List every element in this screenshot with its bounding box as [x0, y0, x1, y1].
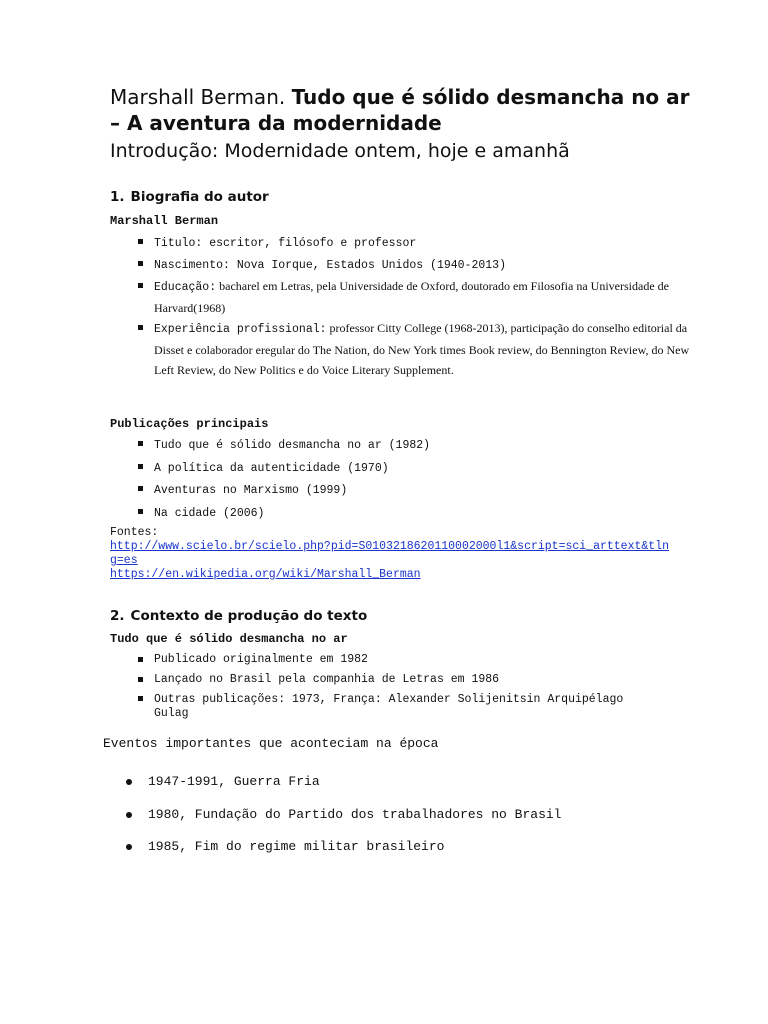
list-item: Nascimento: Nova Iorque, Estados Unidos (1940-2013)	[138, 254, 698, 276]
square-bullet-icon	[138, 677, 143, 682]
list-item: Publicado originalmente em 1982	[138, 650, 698, 670]
list-item: 1980, Fundação do Partido dos trabalhadores no Brasil	[126, 799, 561, 832]
source-link-wikipedia[interactable]: https://en.wikipedia.org/wiki/Marshall_Berman	[110, 568, 421, 581]
list-item: Aventuras no Marxismo (1999)	[138, 479, 698, 502]
square-bullet-icon	[138, 696, 143, 701]
square-bullet-icon	[138, 239, 143, 244]
section-1-heading: 1. Biografia do autor	[110, 189, 269, 205]
book-subheading: Tudo que é sólido desmancha no ar	[110, 632, 348, 646]
events-list	[126, 766, 561, 864]
book-subtitle: – A aventura da modernidade	[110, 111, 442, 135]
sources-label: Fontes:	[110, 526, 159, 539]
square-bullet-icon	[138, 441, 143, 446]
square-bullet-icon	[138, 283, 143, 288]
square-bullet-icon	[138, 261, 143, 266]
source-link-scielo[interactable]: http://www.scielo.br/scielo.php?pid=S0103218620110002000l1&script=sci_arttext&tlng=es	[110, 540, 669, 567]
square-bullet-icon	[138, 464, 143, 469]
list-item: Na cidade (2006)	[138, 502, 698, 525]
list-item: 1985, Fim do regime militar brasileiro	[126, 831, 561, 864]
list-item: Outras publicações: 1973, França: Alexander Solijenitsin Arquipélago Gulag	[138, 690, 624, 721]
book-title: Tudo que é sólido desmancha no ar	[291, 85, 690, 109]
list-item: Lançado no Brasil pela companhia de Letras em 1986	[138, 670, 698, 690]
square-bullet-icon	[138, 486, 143, 491]
context-list	[138, 650, 698, 721]
square-bullet-icon	[138, 325, 143, 330]
document-title	[110, 84, 710, 164]
list-item: Educação: bacharel em Letras, pela Universidade de Oxford, doutorado em Filosofia na Universidade de Harvard(1968)	[138, 276, 698, 318]
author-subheading: Marshall Berman	[110, 214, 219, 228]
biography-list	[138, 232, 698, 380]
publications-list	[138, 434, 698, 524]
title-line-1	[110, 84, 710, 110]
sources-block	[110, 526, 670, 582]
list-item: Tudo que é sólido desmancha no ar (1982)	[138, 434, 698, 457]
round-bullet-icon	[126, 779, 132, 785]
round-bullet-icon	[126, 844, 132, 850]
author-name: Marshall Berman.	[110, 85, 286, 109]
publications-subheading: Publicações principais	[110, 417, 269, 431]
square-bullet-icon	[138, 657, 143, 662]
round-bullet-icon	[126, 812, 132, 818]
list-item: Titulo: escritor, filósofo e professor	[138, 232, 698, 254]
chapter-title: Introdução: Modernidade ontem, hoje e amanhã	[110, 140, 570, 162]
section-2-heading: 2. Contexto de produção do texto	[110, 608, 368, 624]
list-item: 1947-1991, Guerra Fria	[126, 766, 561, 799]
list-item: Experiência profissional: professor Citty College (1968-2013), participação do conselho editorial da Disset e colaborador eregular do The Nation, do New York times Book review, do Bennington Review, do New Left Review, do New Politics e do Voice Literary Supplement.	[138, 318, 698, 380]
square-bullet-icon	[138, 509, 143, 514]
events-label: Eventos importantes que aconteciam na época	[103, 736, 439, 751]
list-item: A política da autenticidade (1970)	[138, 457, 698, 480]
